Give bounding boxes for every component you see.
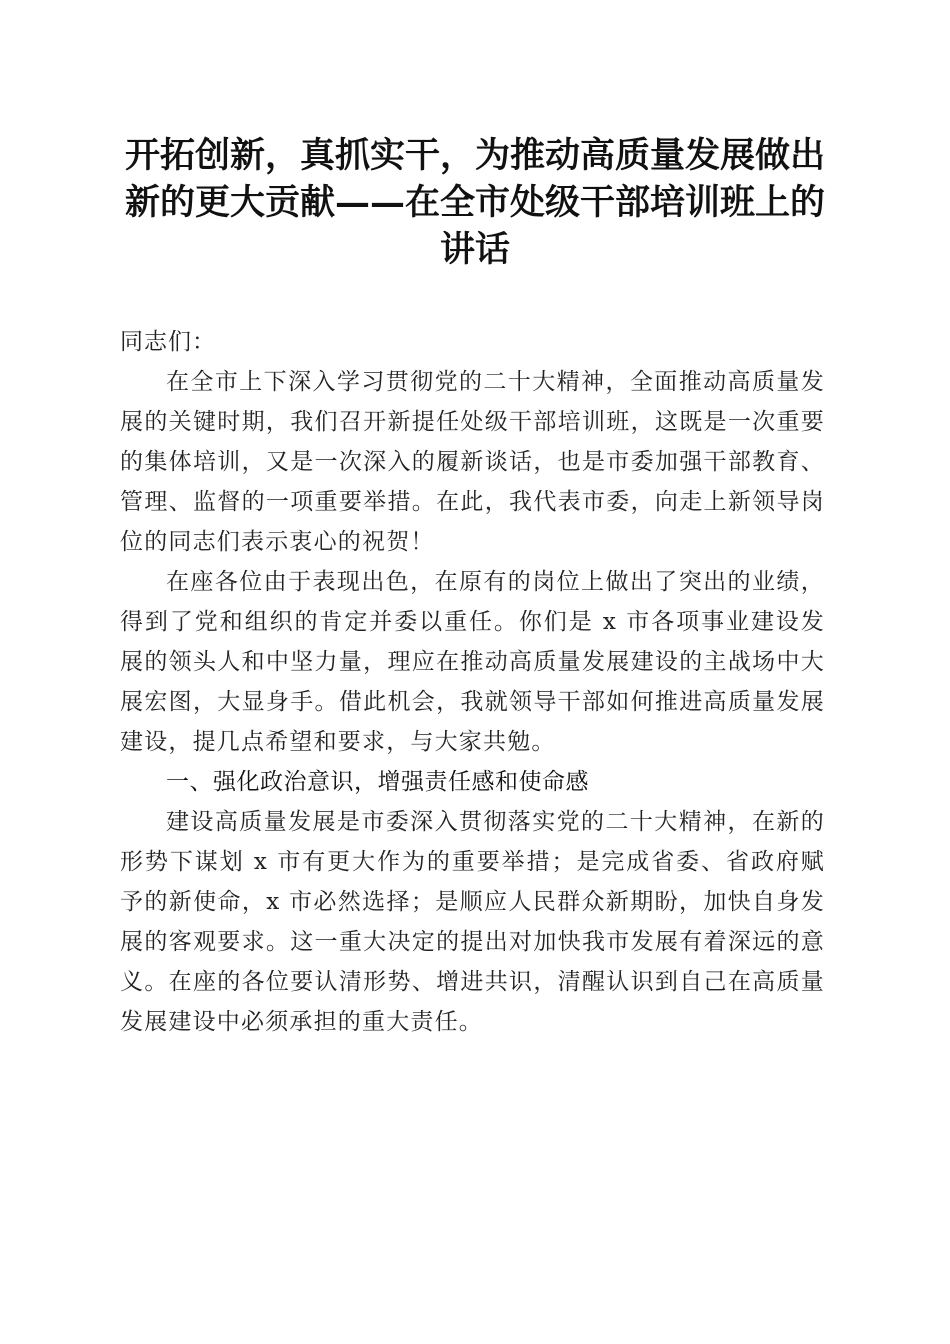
- document-body: [120, 322, 825, 1042]
- section-paragraph: 建设高质量发展是市委深入贯彻落实党的二十大精神，在新的形势下谋划 x 市有更大作为的重要举措；是完成省委、省政府赋予的新使命，x 市必然选择；是顺应人民群众新期盼，加快自身发展的客观要求。这一重大决定的提出对加快我市发展有着深远的意义。在座的各位要认清形势、增进共识，清醒认识到自己在高质量发展建设中必须承担的重大责任。: [120, 809, 825, 1035]
- salutation: 同志们：: [120, 329, 216, 355]
- document-title: 开拓创新，真抓实干，为推动高质量发展做出新的更大贡献——在全市处级干部培训班上的讲话: [124, 135, 825, 270]
- section-heading: 一、强化政治意识，增强责任感和使命感: [166, 769, 589, 795]
- body-paragraph: 在座各位由于表现出色，在原有的岗位上做出了突出的业绩，得到了党和组织的肯定并委以重任。你们是 x 市各项事业建设发展的领头人和中坚力量，理应在推动高质量发展建设的主战场中大展宏图，大显身手。借此机会，我就领导干部如何推进高质量发展建设，提几点希望和要求，与大家共勉。: [120, 569, 825, 755]
- body-paragraph: 在全市上下深入学习贯彻党的二十大精神，全面推动高质量发展的关键时期，我们召开新提任处级干部培训班，这既是一次重要的集体培训，又是一次深入的履新谈话，也是市委加强干部教育、管理、监督的一项重要举措。在此，我代表市委，向走上新领导岗位的同志们表示衷心的祝贺！: [120, 369, 825, 555]
